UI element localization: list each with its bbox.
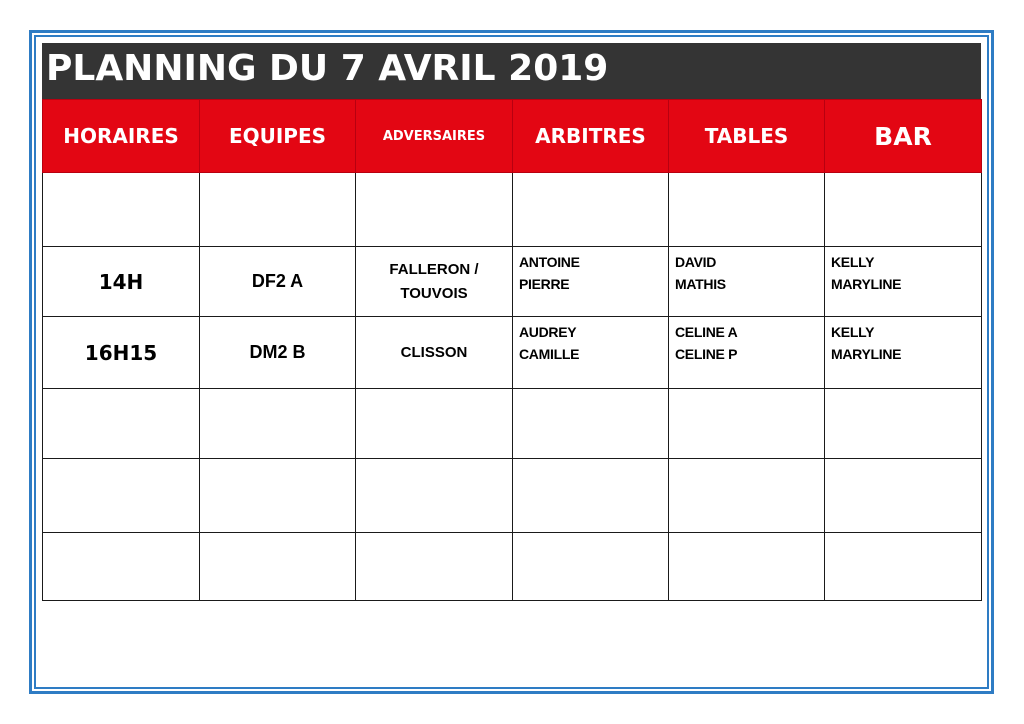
team-cell: DF2 A <box>200 247 356 317</box>
bar-cell <box>825 459 982 533</box>
header-arbitres: ARBITRES <box>513 100 669 173</box>
time-cell: 14H <box>43 247 200 317</box>
table-row <box>43 533 982 601</box>
header-adversaires: ADVERSAIRES <box>356 100 513 173</box>
referees-cell <box>513 317 669 389</box>
opponent-cell <box>356 317 513 389</box>
referees-cell <box>513 247 669 317</box>
table-row <box>43 247 982 317</box>
referee-name: PIERRE <box>519 276 570 292</box>
team-cell <box>200 389 356 459</box>
tables-cell <box>669 389 825 459</box>
tables-cell <box>669 533 825 601</box>
team-cell <box>200 173 356 247</box>
bar-cell <box>825 247 982 317</box>
opponent-line: FALLERON / <box>389 260 479 278</box>
bar-volunteer-name: MARYLINE <box>831 346 902 362</box>
tables-cell <box>669 459 825 533</box>
tables-cell <box>669 247 825 317</box>
header-bar: BAR <box>825 100 982 173</box>
time-cell <box>43 173 200 247</box>
bar-volunteer-name: MARYLINE <box>831 276 902 292</box>
title-bar <box>42 43 981 99</box>
tables-cell <box>669 173 825 247</box>
team-cell <box>200 533 356 601</box>
table-row <box>43 173 982 247</box>
header-tables: TABLES <box>669 100 825 173</box>
table-row <box>43 389 982 459</box>
bar-volunteer-name: KELLY <box>831 254 875 270</box>
planning-table <box>42 99 982 601</box>
opponent-cell <box>356 389 513 459</box>
bar-cell <box>825 317 982 389</box>
bar-cell <box>825 173 982 247</box>
opponent-line: TOUVOIS <box>400 284 468 302</box>
time-cell <box>43 533 200 601</box>
header-horaires: HORAIRES <box>43 100 200 173</box>
table-official-name: CELINE P <box>675 346 738 362</box>
table-official-name: MATHIS <box>675 276 726 292</box>
time-cell <box>43 459 200 533</box>
header-equipes: EQUIPES <box>200 100 356 173</box>
header-row <box>43 100 982 173</box>
team-cell: DM2 B <box>200 317 356 389</box>
page-title: PLANNING DU 7 AVRIL 2019 <box>46 48 609 89</box>
time-cell: 16H15 <box>43 317 200 389</box>
table-official-name: DAVID <box>675 254 717 270</box>
opponent-cell <box>356 247 513 317</box>
opponent-line: CLISSON <box>400 343 468 361</box>
referee-name: ANTOINE <box>519 254 580 270</box>
opponent-cell <box>356 173 513 247</box>
referees-cell <box>513 173 669 247</box>
time-cell <box>43 389 200 459</box>
opponent-cell <box>356 459 513 533</box>
opponent-cell <box>356 533 513 601</box>
team-cell <box>200 459 356 533</box>
table-row <box>43 459 982 533</box>
table-official-name: CELINE A <box>675 324 738 340</box>
referees-cell <box>513 459 669 533</box>
referees-cell <box>513 533 669 601</box>
bar-cell <box>825 389 982 459</box>
bar-cell <box>825 533 982 601</box>
tables-cell <box>669 317 825 389</box>
referees-cell <box>513 389 669 459</box>
bar-volunteer-name: KELLY <box>831 324 875 340</box>
table-row <box>43 317 982 389</box>
referee-name: AUDREY <box>519 324 577 340</box>
referee-name: CAMILLE <box>519 346 580 362</box>
